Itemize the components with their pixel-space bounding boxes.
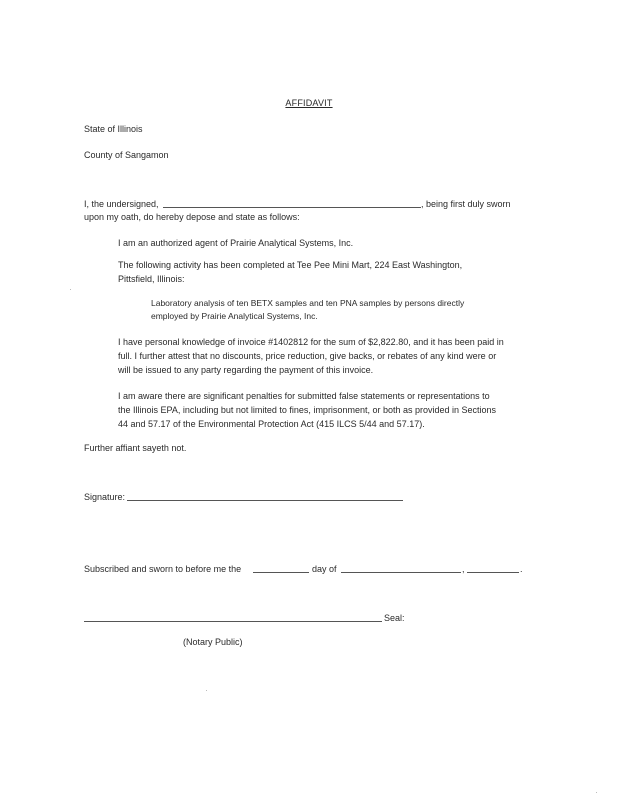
scan-speck — [206, 690, 207, 691]
day-of-label: day of — [312, 564, 337, 574]
agent-statement: I am an authorized agent of Prairie Analytical Systems, Inc. — [118, 238, 354, 248]
signature-label: Signature: — [84, 492, 126, 502]
scan-speck — [596, 792, 597, 793]
name-blank-line[interactable] — [163, 207, 421, 208]
intro-sworn-text: , being first duly sworn — [421, 199, 511, 209]
day-blank-line[interactable] — [253, 572, 309, 573]
seal-label: Seal: — [384, 613, 405, 623]
subscribed-label: Subscribed and sworn to before me the — [84, 564, 242, 574]
scan-speck — [70, 289, 71, 290]
notary-public-label: (Notary Public) — [183, 637, 243, 647]
month-blank-line[interactable] — [341, 572, 461, 573]
year-blank-line[interactable] — [467, 572, 519, 573]
invoice-line-1: I have personal knowledge of invoice #1402812 for the sum of $2,822.80, and it has been paid in — [118, 337, 504, 347]
intro-label: I, the undersigned, — [84, 199, 159, 209]
lab-line-1: Laboratory analysis of ten BETX samples and ten PNA samples by persons directly — [151, 298, 465, 308]
activity-line-2: Pittsfield, Illinois: — [118, 274, 185, 284]
document-title: AFFIDAVIT — [285, 98, 333, 108]
invoice-line-2: full. I further attest that no discounts, price reduction, give backs, or rebates of any kind were or — [118, 351, 497, 361]
penalty-line-1: I am aware there are significant penalties for submitted false statements or representations to — [118, 391, 490, 401]
intro-oath-text: upon my oath, do hereby depose and state as follows: — [84, 212, 300, 222]
state-line: State of Illinois — [84, 124, 143, 134]
further-affiant: Further affiant sayeth not. — [84, 443, 187, 453]
penalty-line-2: the Illinois EPA, including but not limited to fines, imprisonment, or both as provided in Sections — [118, 405, 497, 415]
invoice-line-3: will be issued to any party regarding the payment of this invoice. — [118, 365, 374, 375]
county-line: County of Sangamon — [84, 150, 169, 160]
signature-line[interactable] — [127, 500, 403, 501]
lab-line-2: employed by Prairie Analytical Systems, Inc. — [151, 311, 318, 321]
period-mark: . — [520, 564, 523, 574]
comma-separator: , — [462, 564, 465, 574]
penalty-line-3: 44 and 57.17 of the Environmental Protection Act (415 ILCS 5/44 and 57.17). — [118, 419, 425, 429]
notary-signature-line[interactable] — [84, 621, 382, 622]
activity-line-1: The following activity has been completed at Tee Pee Mini Mart, 224 East Washington, — [118, 260, 463, 270]
